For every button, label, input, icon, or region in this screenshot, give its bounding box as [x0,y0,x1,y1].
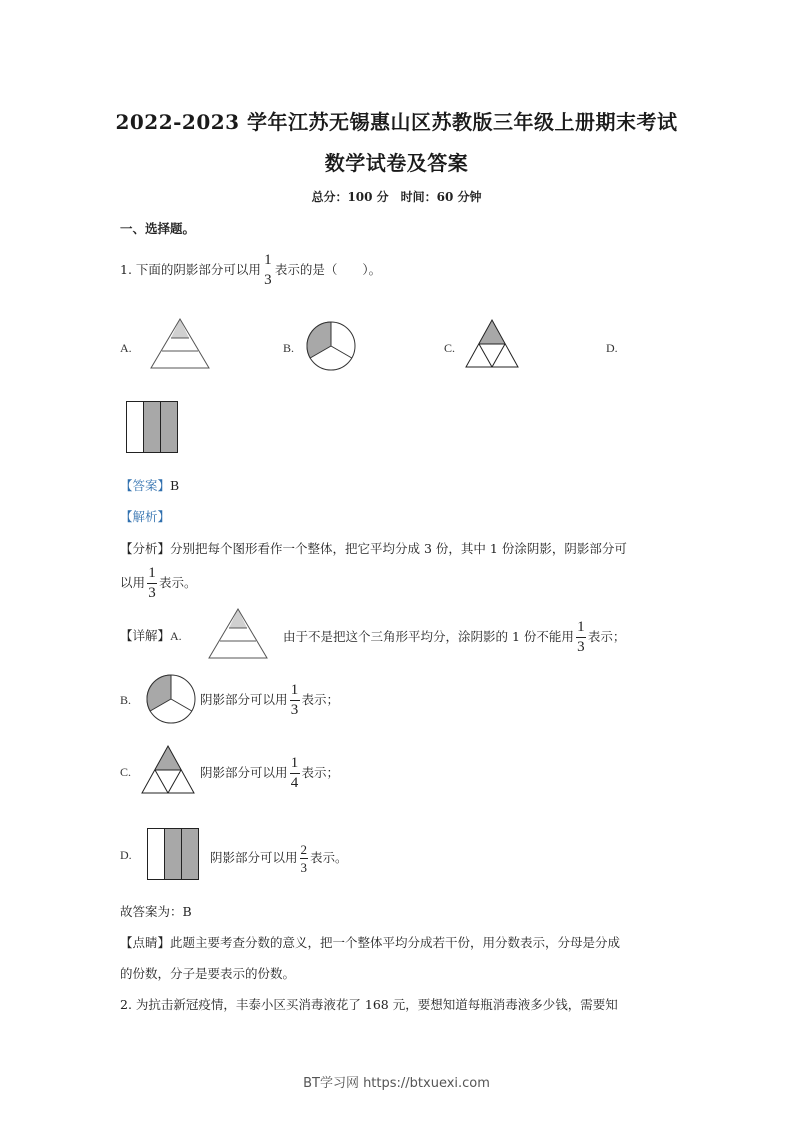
section-heading-choice: 一、选择题。 [120,221,196,236]
fenxi-fraction: $\frac{1}{3}$ [148,565,156,601]
option-b-label: B. [283,341,295,355]
option-a-triangle-figure [150,318,210,370]
dianjing-line1: 【点睛】此题主要考查分数的意义，把一个整体平均分成若干份，用分数表示，分母是分成 [120,935,621,950]
detail-b-label: B. [120,693,132,707]
detail-a-fraction: $\frac{1}{3}$ [577,619,585,655]
question-2-stem: 2. 为抗击新冠疫情，丰泰小区买消毒液花了 168 元，要想知道每瓶消毒液多少钱，需要知 [120,997,618,1012]
answer-tag: 【答案】 [120,478,171,493]
option-c-label: C. [444,341,456,355]
detail-d-fraction: $\frac{2}{3}$ [300,842,308,875]
detail-a-text: 由于不是把这个三角形平均分，涂阴影的 1 份不能用 $\frac{1}{3}$ 表示； [283,619,626,655]
document-title-line2: 数学试卷及答案 [324,151,469,175]
detail-d-text: 阴影部分可以用 $\frac{2}{3}$ 表示。 [210,842,348,875]
answer-line [120,480,179,493]
fenxi-line1: 【分析】分别把每个图形看作一个整体，把它平均分成 3 份，其中 1 份涂阴影，阴影部分可 [120,541,627,556]
stem-suffix: 表示的是（ ）。 [274,262,382,278]
option-b-circle-figure [306,321,356,371]
stem-fraction: 1 3 [264,252,272,288]
option-c-triangle-figure [466,320,520,368]
exam-meta: 总分：100 分 时间：60 分钟 [311,190,482,204]
detail-c-triangle-figure [142,746,196,794]
option-d-label: D. [606,341,618,355]
analysis-tag: 【解析】 [120,509,171,524]
detail-b-text: 阴影部分可以用 $\frac{1}{3}$ 表示； [200,682,340,718]
detail-c-fraction: $\frac{1}{4}$ [290,755,299,791]
conclusion: 故答案为：B [120,904,192,919]
stem-prefix: 1. 下面的阴影部分可以用 [120,262,261,278]
detail-c-label: C. [120,765,132,779]
detail-c-text: 阴影部分可以用 $\frac{1}{4}$ 表示； [200,755,340,791]
document-title-line1: 2022-2023 学年江苏无锡惠山区苏教版三年级上册期末考试 [115,110,678,134]
option-a-label: A. [120,341,132,355]
detail-d-label: D. [120,848,132,862]
option-d-rectangle-figure [126,401,178,453]
question-1-stem [120,253,381,288]
detail-b-circle-figure [146,674,196,724]
detail-d-rectangle-figure [147,828,199,880]
detail-b-fraction: $\frac{1}{3}$ [290,682,299,718]
fenxi-line2: 以用 $\frac{1}{3}$ 表示。 [120,565,197,601]
dianjing-line2: 的份数，分子是要表示的份数。 [120,966,296,981]
xiangjie-a-label: 【详解】A. [120,628,182,643]
detail-a-triangle-figure [208,608,268,660]
footer-watermark: BT学习网 https://btxuexi.com [303,1076,490,1091]
answer-value: B [170,478,180,493]
